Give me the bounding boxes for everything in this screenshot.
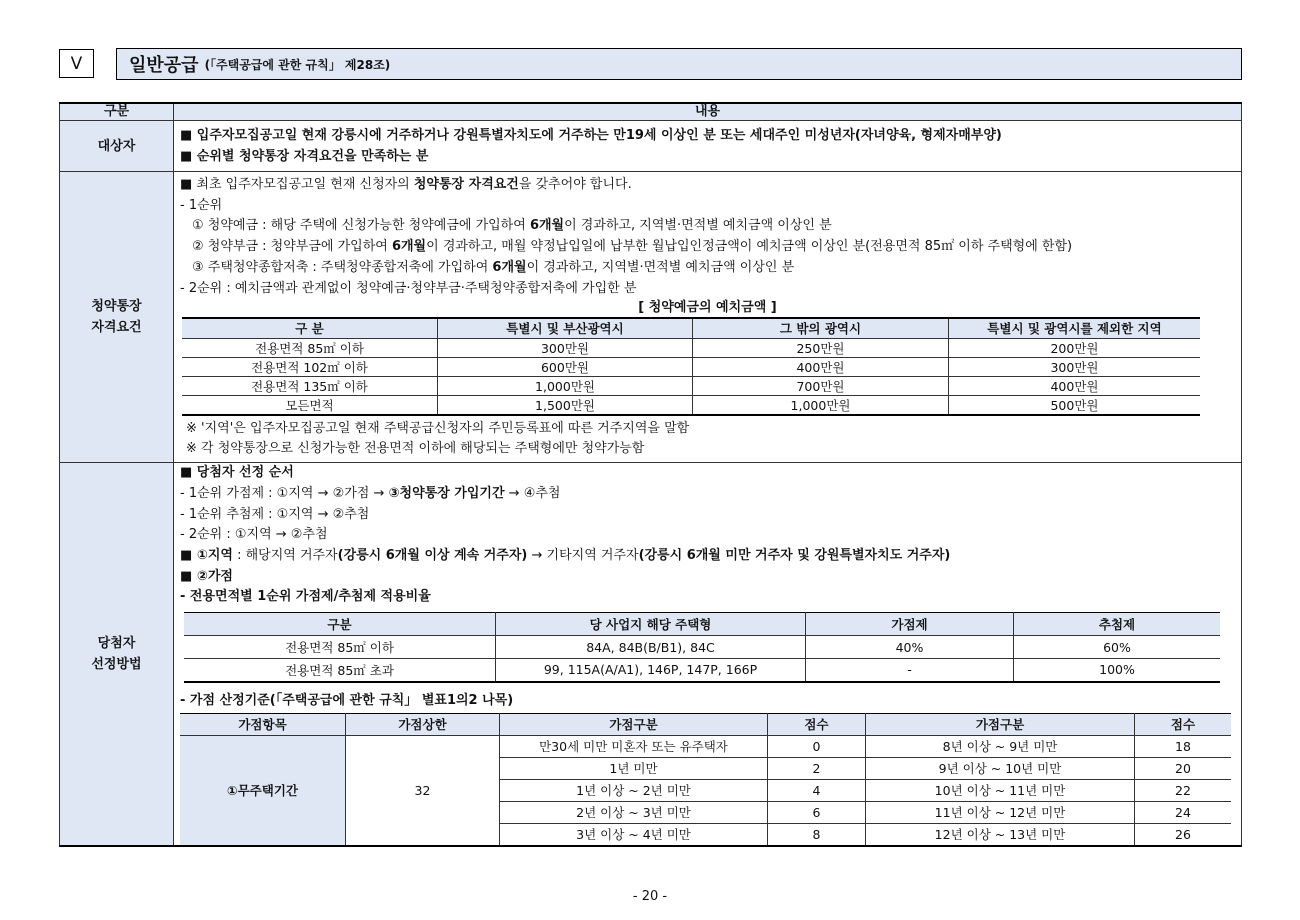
item3 — [180, 258, 1235, 279]
criteria-cell: 8 — [768, 823, 866, 845]
table-row — [182, 357, 1200, 376]
deposit-cell: 600만원 — [438, 357, 693, 376]
section-title: 일반공급 — [129, 55, 199, 76]
deposit-header: 특별시 및 광역시를 제외한 지역 — [949, 318, 1201, 338]
order1-post: → ④추첨 — [504, 485, 561, 501]
general-supply-table — [59, 102, 1242, 847]
target-line-2: ■ 순위별 청약통장 자격요건을 만족하는 분 — [180, 149, 429, 164]
ratio-table — [184, 612, 1220, 683]
deposit-cell: 200만원 — [949, 338, 1201, 357]
header-category: 구분 — [60, 103, 174, 121]
criteria-header: 가점상한 — [346, 713, 500, 735]
criteria-max: 32 — [346, 735, 500, 845]
ratio-cell: 100% — [1099, 662, 1135, 678]
table-row — [182, 338, 1200, 357]
deposit-header: 그 밖의 광역시 — [693, 318, 949, 338]
order-line-2: - 1순위 추첨제 : ①지역 → ②추첨 — [180, 506, 370, 522]
region-bold: ■ ①지역 — [180, 547, 233, 563]
order1-pre: - 1순위 가점제 : ①지역 → ②가점 → — [180, 485, 389, 501]
account-label-line2: 자격요건 — [91, 320, 142, 336]
criteria-cell: 1년 이상 ~ 2년 미만 — [500, 779, 768, 801]
deposit-cell: 300만원 — [438, 338, 693, 357]
ratio-cell: 전용면적 85㎡ 이하 — [184, 636, 496, 659]
account-intro-bold: 청약통장 자격요건 — [413, 177, 519, 192]
criteria-title: - 가점 산정기준(「주택공급에 관한 규칙」 별표1의2 나목) — [180, 692, 514, 708]
deposit-cell: 1,500만원 — [438, 395, 693, 415]
table-header-row — [60, 103, 1242, 121]
region-bold-3: (강릉시 6개월 미만 거주자 및 강원특별자치도 거주자) — [638, 547, 951, 563]
deposit-title: [ 청약예금의 예치금액 ] — [638, 300, 777, 316]
item2-pre: ② 청약부금 : 청약부금에 가입하여 — [192, 239, 392, 255]
page-number: - 20 - — [632, 889, 668, 904]
ratio-cell: 99, 115A(A/A1), 146P, 147P, 166P — [496, 659, 806, 682]
account-intro-post: 을 갖추어야 합니다. — [518, 177, 632, 192]
region-mid-2: → 기타지역 거주자 — [527, 547, 639, 563]
deposit-cell: 250만원 — [693, 338, 949, 357]
account-note-1: ※ '지역'은 입주자모집공고일 현재 주택공급신청자의 주민등록표에 따른 거주지역을 말함 — [186, 420, 690, 436]
deposit-cell: 전용면적 135㎡ 이하 — [182, 376, 438, 395]
criteria-cell: 만30세 미만 미혼자 또는 유주택자 — [500, 735, 768, 757]
criteria-header: 가점구분 — [866, 713, 1135, 735]
criteria-cell: 2년 이상 ~ 3년 미만 — [500, 801, 768, 823]
criteria-cell: 11년 이상 ~ 12년 미만 — [866, 801, 1135, 823]
ratio-cell: - — [806, 659, 1014, 682]
criteria-cell: 3년 이상 ~ 4년 미만 — [500, 823, 768, 845]
target-line-1: ■ 입주자모집공고일 현재 강릉시에 거주하거나 강원특별자치도에 거주하는 만19세 이상인 분 또는 세대주인 미성년자(자녀양육, 형제자매부양) — [180, 128, 1002, 143]
item3-post: 이 경과하고, 지역별·면적별 예치금액 이상인 분 — [526, 259, 795, 275]
deposit-cell: 전용면적 85㎡ 이하 — [182, 338, 438, 357]
criteria-cell: 9년 이상 ~ 10년 미만 — [866, 757, 1135, 779]
ratio-header: 가점제 — [806, 613, 1014, 636]
criteria-header: 가점구분 — [500, 713, 768, 735]
criteria-item: ①무주택기간 — [180, 735, 346, 845]
criteria-cell: 2 — [768, 757, 866, 779]
ratio-cell: 60% — [1014, 636, 1221, 659]
select-label-line2: 선정방법 — [91, 657, 142, 673]
table-row — [182, 376, 1200, 395]
account-note-2: ※ 각 청약통장으로 신청가능한 전용면적 이하에 해당되는 주택형에만 청약가능함 — [186, 441, 645, 457]
region-bold-2: (강릉시 6개월 이상 계속 거주자) — [337, 547, 528, 563]
criteria-header: 가점항목 — [180, 713, 346, 735]
order-line-1 — [180, 484, 1235, 505]
deposit-cell: 700만원 — [693, 376, 949, 395]
criteria-cell: 22 — [1135, 779, 1232, 801]
header-content: 내용 — [174, 103, 1242, 121]
region-mid: : 해당지역 거주자 — [232, 547, 338, 563]
item1-post: 이 경과하고, 지역별·면적별 예치금액 이상인 분 — [564, 218, 832, 234]
account-intro-pre: ■ 최초 입주자모집공고일 현재 신청자의 — [180, 177, 414, 192]
section-title-bar — [116, 48, 1242, 80]
deposit-cell: 1,000만원 — [693, 395, 949, 415]
item2-bold: 6개월 — [391, 239, 427, 255]
select-row — [60, 463, 1242, 846]
table-row — [184, 659, 1220, 682]
rank1-label: - 1순위 — [180, 197, 223, 213]
order-line-3: - 2순위 : ①지역 → ②추첨 — [180, 527, 328, 543]
criteria-cell: 20 — [1135, 757, 1232, 779]
criteria-cell: 18 — [1135, 735, 1232, 757]
deposit-cell: 모든면적 — [182, 395, 438, 415]
table-row — [182, 395, 1200, 415]
criteria-cell: 26 — [1175, 826, 1191, 842]
region-line — [180, 546, 1235, 567]
target-label: 대상자 — [60, 121, 174, 172]
criteria-cell: 6 — [768, 801, 866, 823]
section-subtitle: (「주택공급에 관한 규칙」 제28조) — [204, 57, 391, 72]
criteria-cell: 10년 이상 ~ 11년 미만 — [866, 779, 1135, 801]
deposit-table — [182, 317, 1200, 416]
deposit-cell: 1,000만원 — [438, 376, 693, 395]
table-row — [180, 735, 1231, 757]
ratio-cell: 전용면적 85㎡ 초과 — [184, 659, 496, 682]
deposit-cell: 500만원 — [1050, 397, 1099, 413]
criteria-cell: 4 — [768, 779, 866, 801]
criteria-cell: 0 — [768, 735, 866, 757]
deposit-cell: 400만원 — [949, 376, 1201, 395]
item3-bold: 6개월 — [492, 259, 527, 275]
account-intro — [180, 175, 1235, 196]
rank2-label: - 2순위 : 예치금액과 관계없이 청약예금·청약부금·주택청약종합저축에 가입한 분 — [180, 280, 637, 296]
target-row — [60, 121, 1242, 172]
account-row — [60, 172, 1242, 463]
item1 — [180, 216, 1235, 237]
criteria-cell: 12년 이상 ~ 13년 미만 — [866, 823, 1135, 845]
table-row — [184, 636, 1220, 659]
section-number: V — [59, 49, 94, 78]
ratio-header: 추첨제 — [1014, 613, 1221, 636]
item1-bold: 6개월 — [529, 218, 565, 234]
item2 — [180, 237, 1235, 258]
account-label-line1: 청약통장 — [91, 299, 142, 315]
criteria-cell: 24 — [1135, 801, 1232, 823]
ratio-cell: 84A, 84B(B/B1), 84C — [496, 636, 806, 659]
select-label-line1: 당첨자 — [97, 636, 136, 652]
deposit-header: 구 분 — [182, 318, 438, 338]
criteria-header: 점수 — [1135, 713, 1232, 735]
ratio-header: 구분 — [184, 613, 496, 636]
ratio-header: 당 사업지 해당 주택형 — [496, 613, 806, 636]
item1-pre: ① 청약예금 : 해당 주택에 신청가능한 청약예금에 가입하여 — [192, 218, 530, 234]
item3-pre: ③ 주택청약종합저축 : 주택청약종합저축에 가입하여 — [192, 259, 493, 275]
order1-bold: ③청약통장 가입기간 — [388, 485, 505, 501]
item2-post: 이 경과하고, 매월 약정납입일에 납부한 월납입인정금액이 예치금액 이상인 분(전용면적 85㎡ 이하 주택형에 한함) — [426, 239, 1073, 255]
score-title: ■ ②가점 — [180, 568, 233, 584]
criteria-table — [180, 713, 1231, 846]
deposit-cell: 400만원 — [693, 357, 949, 376]
deposit-cell: 300만원 — [949, 357, 1201, 376]
ratio-title: - 전용면적별 1순위 가점제/추첨제 적용비율 — [180, 589, 431, 605]
deposit-header: 특별시 및 부산광역시 — [438, 318, 693, 338]
criteria-cell: 8년 이상 ~ 9년 미만 — [866, 735, 1135, 757]
order-title: ■ 당첨자 선정 순서 — [180, 465, 294, 481]
select-label — [60, 463, 174, 846]
account-label — [60, 172, 174, 463]
deposit-cell: 전용면적 102㎡ 이하 — [182, 357, 438, 376]
criteria-header: 점수 — [768, 713, 866, 735]
ratio-cell: 40% — [806, 636, 1014, 659]
criteria-cell: 1년 미만 — [500, 757, 768, 779]
